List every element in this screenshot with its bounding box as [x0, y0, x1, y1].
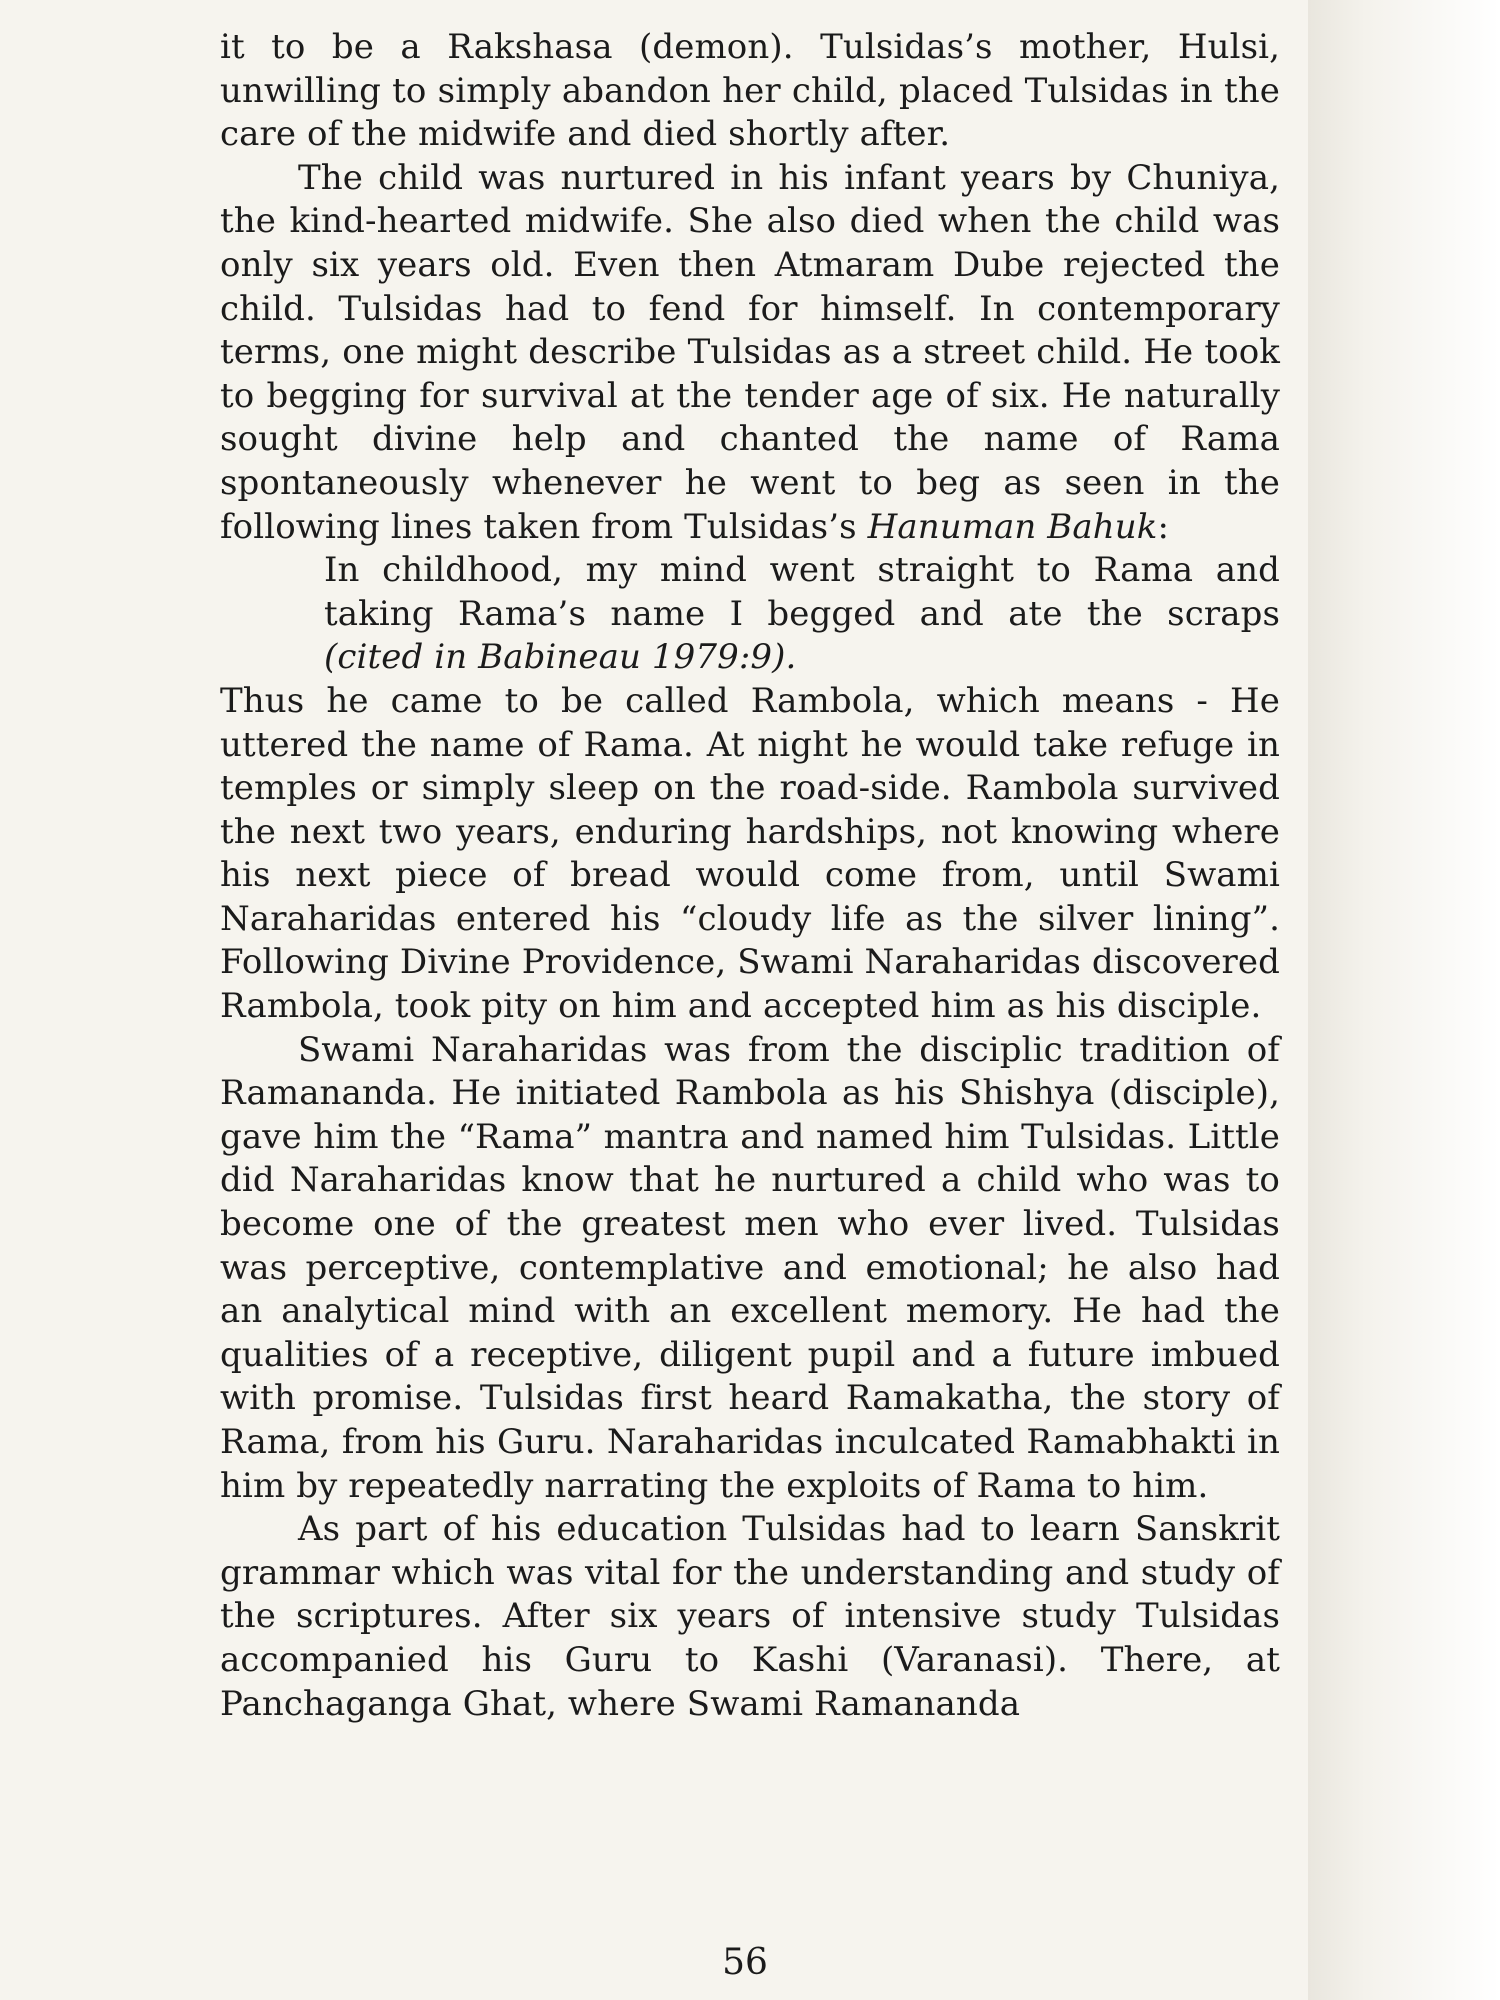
quote-citation: (cited in Babineau 1979:9).	[324, 637, 797, 678]
page-number-container	[0, 1942, 1500, 1983]
paragraph-2-text: The child was nurtured in his infant years by Chuniya, the kind-hearted midwife. She also died when the child was only six years old. Even then Atmaram Dube rejected the child. Tulsidas had to fend for himself. In contemporary terms, one might describe Tulsidas as a street child. He took to begging for survival at the tender age of six. He naturally sought divine help and chanted the name of Rama spontaneously whenever he went to beg as seen in the following lines taken from Tulsidas’s	[220, 157, 1280, 547]
page-number: 56	[722, 1942, 768, 1983]
quote-text: In childhood, my mind went straight to Rama and taking Rama’s name I begged and ate the scraps	[324, 550, 1280, 634]
paragraph-2-end: :	[1157, 506, 1170, 547]
paragraph-1: it to be a Rakshasa (demon). Tulsidas’s mother, Hulsi, unwilling to simply abandon her child, placed Tulsidas in the care of the midwife and died shortly after.	[220, 27, 1280, 155]
block-quote	[220, 549, 1280, 680]
paragraph-3: Thus he came to be called Rambola, which means - He uttered the name of Rama. At night he would take refuge in temples or simply sleep on the road-side. Rambola survived the next two years, enduring hardships, not knowing where his next piece of bread would come from, until Swami Naraharidas entered his “cloudy life as the silver lining”. Following Divine Providence, Swami Naraharidas discovered Rambola, took pity on him and accepted him as his disciple.	[220, 680, 1280, 1027]
body-text	[220, 26, 1280, 1726]
book-title-hanuman-bahuk: Hanuman Bahuk	[867, 506, 1158, 547]
paragraph-4: Swami Naraharidas was from the disciplic tradition of Ramananda. He initiated Rambola as his Shishya (disciple), gave him the “Rama” mantra and named him Tulsidas. Little did Naraharidas know that he nurtured a child who was to become one of the greatest men who ever lived. Tulsidas was perceptive, contemplative and emotional; he also had an analytical mind with an excellent memory. He had the qualities of a receptive, diligent pupil and a future imbued with promise. Tulsidas first heard Ramakatha, the story of Rama, from his Guru. Naraharidas inculcated Ramabhakti in him by repeatedly narrating the exploits of Rama to him.	[220, 1029, 1280, 1506]
paragraph-5: As part of his education Tulsidas had to learn Sanskrit grammar which was vital for the understanding and study of the scriptures. After six years of intensive study Tulsidas accompanied his Guru to Kashi (Varanasi). There, at Panchaganga Ghat, where Swami Ramananda	[220, 1509, 1280, 1724]
page-gutter	[1308, 0, 1500, 2000]
paragraph-2	[220, 157, 1280, 549]
